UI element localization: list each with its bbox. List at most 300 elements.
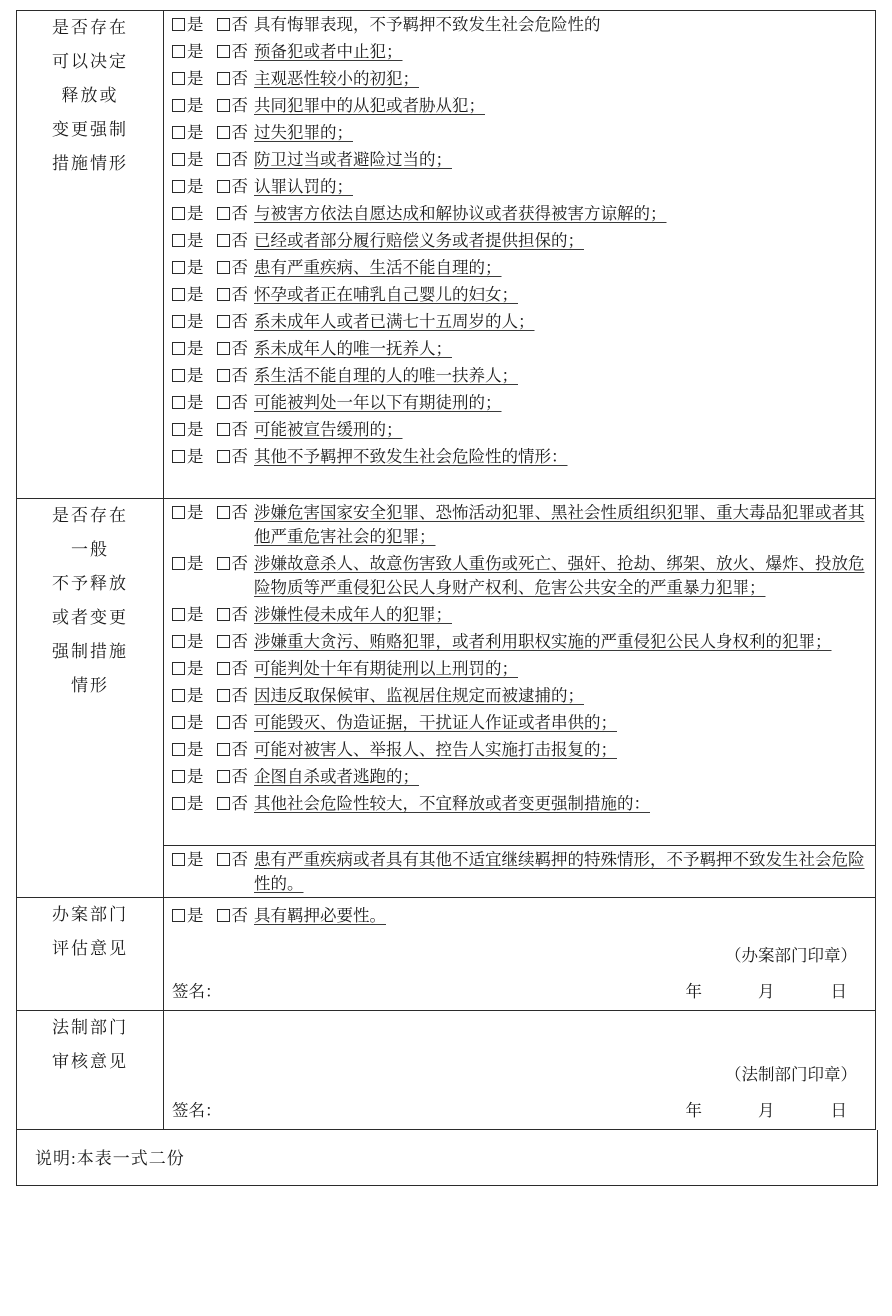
yes-no-options[interactable] <box>172 229 254 253</box>
option-no-label: 否 <box>231 906 248 925</box>
yes-no-options[interactable] <box>172 904 254 928</box>
opinion-content-legal-department[interactable] <box>164 1011 876 1130</box>
option-no-label: 否 <box>231 850 248 869</box>
option-yes[interactable] <box>172 121 204 145</box>
yes-no-options[interactable] <box>172 364 254 388</box>
option-yes[interactable] <box>172 94 204 118</box>
checkbox-icon[interactable] <box>172 853 185 866</box>
option-no[interactable] <box>217 256 249 280</box>
signature-label: 签名： <box>172 1101 222 1120</box>
checkbox-icon[interactable] <box>172 909 185 922</box>
item-text: 涉嫌故意杀人、故意伤害致人重伤或死亡、强奸、抢劫、绑架、放火、爆炸、投放危险物质等严重侵犯公民人身财产权利、危害公共安全的严重暴力犯罪； <box>254 554 865 597</box>
item-text: 怀孕或者正在哺乳自己婴儿的妇女； <box>254 285 518 304</box>
option-yes-label: 是 <box>187 15 204 34</box>
checkbox-row[interactable] <box>164 550 875 601</box>
option-no[interactable] <box>217 792 249 816</box>
option-yes-label: 是 <box>187 96 204 115</box>
option-no[interactable] <box>217 445 249 469</box>
option-no[interactable] <box>217 603 249 627</box>
section-label-line: 是否存在 <box>52 18 128 37</box>
section-label-line: 强制措施 <box>52 642 128 661</box>
seal-placeholder: （法制部门印章） <box>725 1065 857 1084</box>
item-text: 企图自杀或者逃跑的； <box>254 767 419 786</box>
section-label-line: 措施情形 <box>52 154 128 173</box>
yes-no-options[interactable] <box>172 684 254 708</box>
option-yes-label: 是 <box>187 686 204 705</box>
option-yes[interactable] <box>172 13 204 37</box>
yes-no-options[interactable] <box>172 337 254 361</box>
option-no[interactable] <box>217 711 249 735</box>
checkbox-icon[interactable] <box>217 180 230 193</box>
section-label-line: 一般 <box>71 540 109 559</box>
option-no[interactable] <box>217 175 249 199</box>
option-no-label: 否 <box>231 204 248 223</box>
item-text-fillable[interactable]: 其他社会危险性较大，不宜释放或者变更强制措施的： <box>254 794 650 813</box>
item-text-fillable[interactable]: 其他不予羁押不致发生社会危险性的情形： <box>254 447 568 466</box>
option-no[interactable] <box>217 364 249 388</box>
checkbox-row[interactable] <box>164 362 875 389</box>
section-label-line: 或者变更 <box>52 608 128 627</box>
seal-placeholder: （办案部门印章） <box>725 946 857 965</box>
option-yes[interactable] <box>172 418 204 442</box>
opinion-label-line: 审核意见 <box>52 1052 128 1071</box>
item-text: 涉嫌性侵未成年人的犯罪； <box>254 605 452 624</box>
checkbox-row[interactable] <box>164 173 875 200</box>
option-yes-label: 是 <box>187 503 204 522</box>
option-yes[interactable] <box>172 684 204 708</box>
item-text: 与被害方依法自愿达成和解协议或者获得被害方谅解的； <box>254 204 667 223</box>
option-no-label: 否 <box>231 339 248 358</box>
yes-no-options[interactable] <box>172 148 254 172</box>
yes-no-options[interactable] <box>172 40 254 64</box>
checkbox-icon[interactable] <box>172 506 185 519</box>
item-text: 过失犯罪的； <box>254 123 353 142</box>
checkbox-row[interactable] <box>164 146 875 173</box>
item-text: 涉嫌重大贪污、贿赂犯罪，或者利用职权实施的严重侵犯公民人身权利的犯罪； <box>254 632 832 651</box>
option-no-label: 否 <box>231 231 248 250</box>
option-yes-label: 是 <box>187 123 204 142</box>
item-text: 可能毁灭、伪造证据，干扰证人作证或者串供的； <box>254 713 617 732</box>
yes-no-options[interactable] <box>172 792 254 816</box>
checkbox-icon[interactable] <box>217 635 230 648</box>
checkbox-icon[interactable] <box>217 261 230 274</box>
checkbox-icon[interactable] <box>172 608 185 621</box>
option-no-label: 否 <box>231 767 248 786</box>
blank-fill-area[interactable] <box>164 817 875 845</box>
checkbox-icon[interactable] <box>172 126 185 139</box>
checkbox-row[interactable] <box>164 227 875 254</box>
opinion-content-handling-department <box>164 898 876 1011</box>
checkbox-icon[interactable] <box>172 770 185 783</box>
yes-no-options[interactable] <box>172 552 254 576</box>
section-label-line: 释放或 <box>61 86 119 105</box>
checkbox-row[interactable] <box>164 92 875 119</box>
checkbox-icon[interactable] <box>172 45 185 58</box>
yes-no-options[interactable] <box>172 391 254 415</box>
option-no-label: 否 <box>231 285 248 304</box>
option-yes-label: 是 <box>187 42 204 61</box>
option-yes[interactable] <box>172 67 204 91</box>
checkbox-icon[interactable] <box>172 288 185 301</box>
checkbox-icon[interactable] <box>172 261 185 274</box>
option-no-label: 否 <box>231 69 248 88</box>
checkbox-row[interactable] <box>164 499 875 550</box>
option-yes-label: 是 <box>187 794 204 813</box>
option-no-label: 否 <box>231 96 248 115</box>
checkbox-icon[interactable] <box>172 635 185 648</box>
yes-no-options[interactable] <box>172 94 254 118</box>
checkbox-row[interactable] <box>164 601 875 628</box>
item-text: 主观恶性较小的初犯； <box>254 69 419 88</box>
section-label-line: 情形 <box>71 676 109 695</box>
checkbox-icon[interactable] <box>217 662 230 675</box>
option-no-label: 否 <box>231 686 248 705</box>
opinion-label-line: 法制部门 <box>52 1018 128 1037</box>
checkbox-icon[interactable] <box>217 45 230 58</box>
option-no[interactable] <box>217 630 249 654</box>
checkbox-icon[interactable] <box>172 207 185 220</box>
option-no[interactable] <box>217 40 249 64</box>
option-no[interactable] <box>217 202 249 226</box>
option-yes-label: 是 <box>187 339 204 358</box>
option-yes-label: 是 <box>187 150 204 169</box>
option-yes[interactable] <box>172 310 204 334</box>
option-no[interactable] <box>217 94 249 118</box>
checkbox-icon[interactable] <box>217 18 230 31</box>
option-yes[interactable] <box>172 792 204 816</box>
checkbox-icon[interactable] <box>172 342 185 355</box>
option-no[interactable] <box>217 13 249 37</box>
yes-no-options[interactable] <box>172 445 254 469</box>
item-text: 系未成年人或者已满七十五周岁的人； <box>254 312 535 331</box>
option-yes-label: 是 <box>187 393 204 412</box>
option-no[interactable] <box>217 148 249 172</box>
option-yes[interactable] <box>172 337 204 361</box>
option-yes[interactable] <box>172 552 204 576</box>
checkbox-icon[interactable] <box>217 797 230 810</box>
checkbox-icon[interactable] <box>217 153 230 166</box>
option-yes[interactable] <box>172 202 204 226</box>
option-yes[interactable] <box>172 229 204 253</box>
checkbox-icon[interactable] <box>217 207 230 220</box>
yes-no-options[interactable] <box>172 175 254 199</box>
item-text: 系未成年人的唯一抚养人； <box>254 339 452 358</box>
option-yes[interactable] <box>172 445 204 469</box>
checkbox-icon[interactable] <box>217 557 230 570</box>
option-yes-label: 是 <box>187 605 204 624</box>
item-text: 可能被判处一年以下有期徒刑的； <box>254 393 502 412</box>
checkbox-icon[interactable] <box>172 450 185 463</box>
checkbox-icon[interactable] <box>217 396 230 409</box>
option-yes-label: 是 <box>187 258 204 277</box>
checkbox-icon[interactable] <box>217 689 230 702</box>
item-text: 具有羁押必要性。 <box>254 906 386 925</box>
option-yes[interactable] <box>172 148 204 172</box>
checkbox-icon[interactable] <box>172 689 185 702</box>
option-yes[interactable] <box>172 501 204 525</box>
option-yes-label: 是 <box>187 767 204 786</box>
option-yes[interactable] <box>172 391 204 415</box>
checkbox-icon[interactable] <box>217 99 230 112</box>
signature-line[interactable] <box>172 978 861 1002</box>
yes-no-options[interactable] <box>172 603 254 627</box>
yes-no-options[interactable] <box>172 711 254 735</box>
item-text: 认罪认罚的； <box>254 177 353 196</box>
checkbox-row[interactable] <box>164 254 875 281</box>
checkbox-icon[interactable] <box>172 72 185 85</box>
checkbox-icon[interactable] <box>172 153 185 166</box>
opinion-label-legal-department <box>17 1011 164 1130</box>
option-yes[interactable] <box>172 657 204 681</box>
option-no-label: 否 <box>231 150 248 169</box>
option-yes[interactable] <box>172 364 204 388</box>
checkbox-icon[interactable] <box>217 450 230 463</box>
option-no-label: 否 <box>231 393 248 412</box>
yes-no-options[interactable] <box>172 256 254 280</box>
yes-no-options[interactable] <box>172 67 254 91</box>
checkbox-icon[interactable] <box>172 180 185 193</box>
option-no-label: 否 <box>231 366 248 385</box>
checkbox-row[interactable] <box>164 119 875 146</box>
yes-no-options[interactable] <box>172 765 254 789</box>
option-no[interactable] <box>217 501 249 525</box>
checkbox-icon[interactable] <box>172 234 185 247</box>
item-text: 可能对被害人、举报人、控告人实施打击报复的； <box>254 740 617 759</box>
option-no-label: 否 <box>231 447 248 466</box>
section-label-line: 不予释放 <box>52 574 128 593</box>
option-no-label: 否 <box>231 503 248 522</box>
option-no[interactable] <box>217 657 249 681</box>
checkbox-icon[interactable] <box>217 608 230 621</box>
section-row-release <box>17 11 876 499</box>
option-yes[interactable] <box>172 175 204 199</box>
checkbox-icon[interactable] <box>217 743 230 756</box>
yes-no-options[interactable] <box>172 13 254 37</box>
opinion-row-handling-department <box>17 898 876 1011</box>
yes-no-options[interactable] <box>172 630 254 654</box>
checkbox-row[interactable] <box>164 335 875 362</box>
option-no[interactable] <box>217 67 249 91</box>
checkbox-icon[interactable] <box>217 288 230 301</box>
date-fields[interactable] <box>686 1097 862 1121</box>
section-label-no-release <box>17 499 164 898</box>
signature-line[interactable] <box>172 1097 861 1121</box>
option-yes[interactable] <box>172 904 204 928</box>
checkbox-row-special[interactable] <box>164 845 875 897</box>
option-yes[interactable] <box>172 40 204 64</box>
yes-no-options[interactable] <box>172 848 254 872</box>
item-text: 防卫过当或者避险过当的； <box>254 150 452 169</box>
checkbox-row[interactable] <box>164 443 875 470</box>
option-no[interactable] <box>217 552 249 576</box>
option-yes[interactable] <box>172 630 204 654</box>
yes-no-options[interactable] <box>172 738 254 762</box>
option-yes-label: 是 <box>187 447 204 466</box>
option-yes-label: 是 <box>187 420 204 439</box>
option-yes[interactable] <box>172 765 204 789</box>
option-yes-label: 是 <box>187 713 204 732</box>
section-label-line: 可以决定 <box>52 52 128 71</box>
checkbox-icon[interactable] <box>217 853 230 866</box>
checkbox-row[interactable] <box>164 389 875 416</box>
option-no-label: 否 <box>231 312 248 331</box>
yes-no-options[interactable] <box>172 202 254 226</box>
checkbox-icon[interactable] <box>217 369 230 382</box>
checkbox-row[interactable] <box>164 736 875 763</box>
checkbox-icon[interactable] <box>217 72 230 85</box>
date-year: 年 <box>685 1101 702 1120</box>
checkbox-row[interactable] <box>164 38 875 65</box>
option-no[interactable] <box>217 229 249 253</box>
checkbox-icon[interactable] <box>172 662 185 675</box>
section-row-no-release <box>17 499 876 898</box>
option-no-label: 否 <box>231 258 248 277</box>
option-yes-label: 是 <box>187 285 204 304</box>
option-no-label: 否 <box>231 123 248 142</box>
option-no-label: 否 <box>231 632 248 651</box>
checkbox-icon[interactable] <box>172 557 185 570</box>
option-no[interactable] <box>217 337 249 361</box>
checkbox-icon[interactable] <box>217 342 230 355</box>
yes-no-options[interactable] <box>172 283 254 307</box>
item-text: 因违反取保候审、监视居住规定而被逮捕的； <box>254 686 584 705</box>
item-text: 可能判处十年有期徒刑以上刑罚的； <box>254 659 518 678</box>
checkbox-icon[interactable] <box>217 506 230 519</box>
yes-no-options[interactable] <box>172 501 254 525</box>
option-yes-label: 是 <box>187 554 204 573</box>
checkbox-row[interactable] <box>164 898 875 928</box>
option-yes-label: 是 <box>187 740 204 759</box>
option-yes-label: 是 <box>187 906 204 925</box>
checkbox-icon[interactable] <box>172 743 185 756</box>
option-yes[interactable] <box>172 603 204 627</box>
date-day: 日 <box>830 1101 847 1120</box>
option-no-label: 否 <box>231 177 248 196</box>
option-yes-label: 是 <box>187 366 204 385</box>
item-text: 共同犯罪中的从犯或者胁从犯； <box>254 96 485 115</box>
checkbox-icon[interactable] <box>217 234 230 247</box>
opinion-label-line: 办案部门 <box>52 905 128 924</box>
option-no[interactable] <box>217 310 249 334</box>
option-no[interactable] <box>217 738 249 762</box>
option-no-label: 否 <box>231 713 248 732</box>
checkbox-icon[interactable] <box>217 423 230 436</box>
form-note: 说明:本表一式二份 <box>16 1130 878 1186</box>
option-no-label: 否 <box>231 740 248 759</box>
section-content-no-release <box>164 499 876 898</box>
checkbox-icon[interactable] <box>217 909 230 922</box>
option-yes[interactable] <box>172 711 204 735</box>
option-no[interactable] <box>217 283 249 307</box>
option-no[interactable] <box>217 765 249 789</box>
checkbox-icon[interactable] <box>217 126 230 139</box>
opinion-label-line: 评估意见 <box>52 939 128 958</box>
date-fields[interactable] <box>686 978 862 1002</box>
option-yes[interactable] <box>172 848 204 872</box>
section-label-line: 变更强制 <box>52 120 128 139</box>
option-yes-label: 是 <box>187 231 204 250</box>
option-yes-label: 是 <box>187 204 204 223</box>
checkbox-row[interactable] <box>164 682 875 709</box>
section-content-release <box>164 11 876 499</box>
checkbox-icon[interactable] <box>172 18 185 31</box>
option-yes-label: 是 <box>187 177 204 196</box>
item-text: 患有严重疾病、生活不能自理的； <box>254 258 502 277</box>
date-day: 日 <box>830 982 847 1001</box>
opinion-label-handling-department <box>17 898 164 1011</box>
option-no-label: 否 <box>231 659 248 678</box>
checkbox-row[interactable] <box>164 628 875 655</box>
option-yes-label: 是 <box>187 850 204 869</box>
checkbox-icon[interactable] <box>172 423 185 436</box>
date-month: 月 <box>758 982 775 1001</box>
checkbox-icon[interactable] <box>172 797 185 810</box>
checkbox-icon[interactable] <box>172 369 185 382</box>
item-text: 预备犯或者中止犯； <box>254 42 403 61</box>
checkbox-row[interactable] <box>164 790 875 817</box>
yes-no-options[interactable] <box>172 657 254 681</box>
checkbox-row[interactable] <box>164 281 875 308</box>
checkbox-row[interactable] <box>164 655 875 682</box>
detention-evaluation-form <box>16 10 876 1130</box>
option-yes[interactable] <box>172 738 204 762</box>
checkbox-icon[interactable] <box>172 716 185 729</box>
section-label-line: 是否存在 <box>52 506 128 525</box>
yes-no-options[interactable] <box>172 310 254 334</box>
option-no[interactable] <box>217 121 249 145</box>
checkbox-row[interactable] <box>164 709 875 736</box>
option-no-label: 否 <box>231 420 248 439</box>
item-text: 可能被宣告缓刑的； <box>254 420 403 439</box>
checkbox-icon[interactable] <box>172 396 185 409</box>
checkbox-icon[interactable] <box>172 99 185 112</box>
checkbox-row[interactable] <box>164 11 875 38</box>
date-month: 月 <box>758 1101 775 1120</box>
checkbox-icon[interactable] <box>217 716 230 729</box>
checkbox-icon[interactable] <box>217 770 230 783</box>
checkbox-icon[interactable] <box>172 315 185 328</box>
yes-no-options[interactable] <box>172 121 254 145</box>
option-yes-label: 是 <box>187 659 204 678</box>
option-no[interactable] <box>217 684 249 708</box>
item-text: 具有悔罪表现，不予羁押不致发生社会危险性的 <box>254 15 601 34</box>
option-no-label: 否 <box>231 15 248 34</box>
checkbox-row[interactable] <box>164 308 875 335</box>
option-no[interactable] <box>217 904 249 928</box>
date-year: 年 <box>685 982 702 1001</box>
option-yes[interactable] <box>172 283 204 307</box>
item-text: 涉嫌危害国家安全犯罪、恐怖活动犯罪、黑社会性质组织犯罪、重大毒品犯罪或者其他严重危害社会的犯罪； <box>254 503 865 546</box>
blank-fill-area[interactable] <box>164 470 875 498</box>
option-yes-label: 是 <box>187 312 204 331</box>
checkbox-row[interactable] <box>164 65 875 92</box>
checkbox-row[interactable] <box>164 416 875 443</box>
option-no[interactable] <box>217 848 249 872</box>
checkbox-icon[interactable] <box>217 315 230 328</box>
option-yes-label: 是 <box>187 69 204 88</box>
item-text: 患有严重疾病或者具有其他不适宜继续羁押的特殊情形，不予羁押不致发生社会危险性的。 <box>254 850 865 893</box>
option-no[interactable] <box>217 418 249 442</box>
checkbox-row[interactable] <box>164 200 875 227</box>
option-yes[interactable] <box>172 256 204 280</box>
signature-label: 签名： <box>172 982 222 1001</box>
checkbox-row[interactable] <box>164 763 875 790</box>
option-no-label: 否 <box>231 554 248 573</box>
option-no[interactable] <box>217 391 249 415</box>
item-text: 系生活不能自理的人的唯一扶养人； <box>254 366 518 385</box>
option-yes-label: 是 <box>187 632 204 651</box>
yes-no-options[interactable] <box>172 418 254 442</box>
